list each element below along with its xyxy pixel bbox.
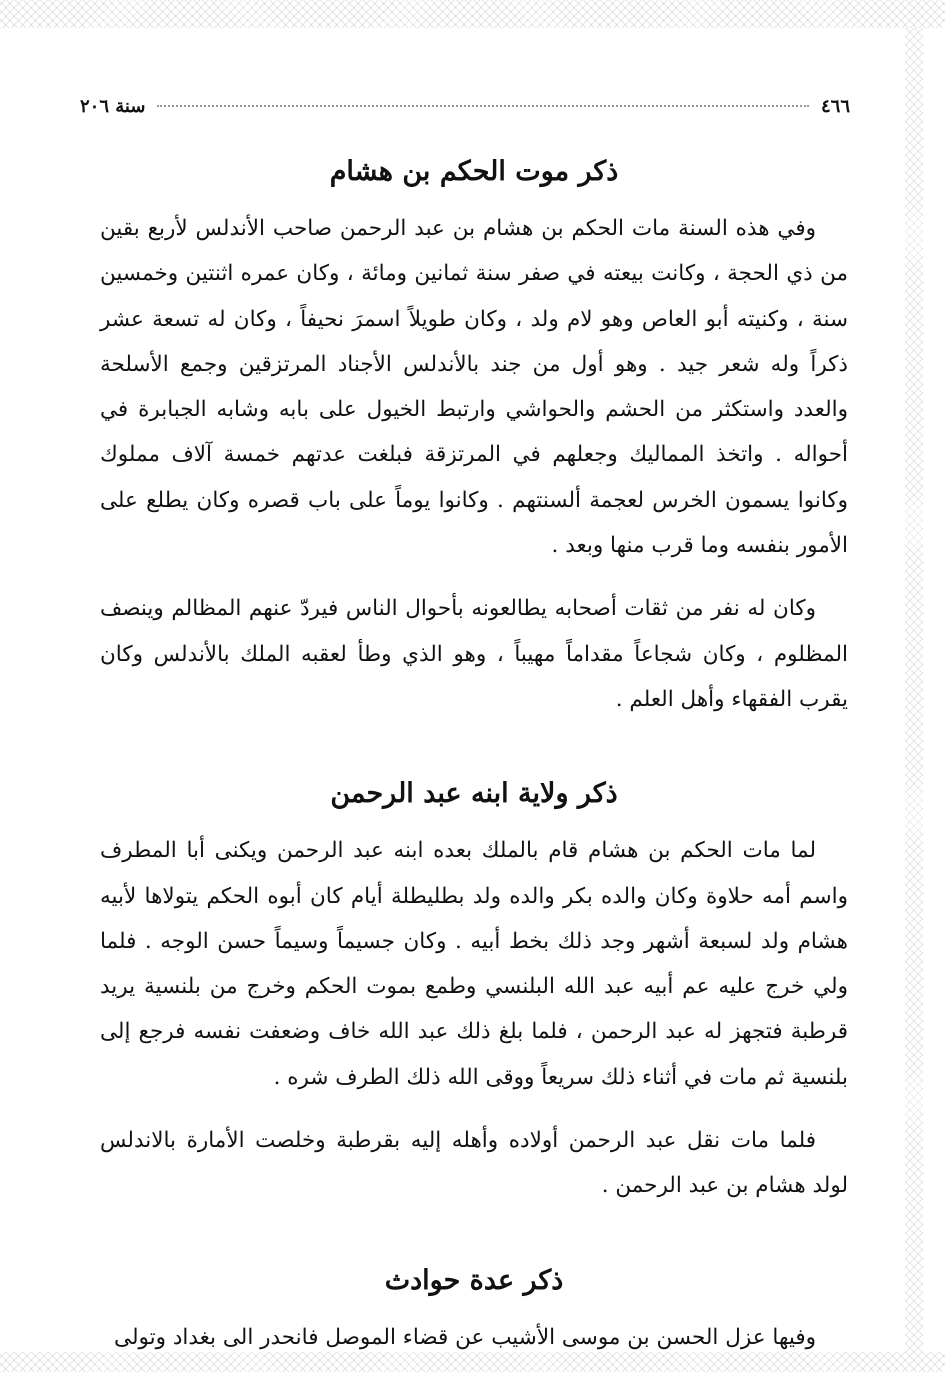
paragraph: وفي هذه السنة مات الحكم بن هشام بن عبد الرحمن صاحب الأندلس لأربع بقين من ذي الحجة ، وكانت بيعته في صفر سنة ثمانين ومائة ، وكان عمره اثنتين وخمسين سنة ، وكنيته أبو العاص وهو لام ولد ، وكان طويلاً اسمرَ نحيفاً ، وكان له تسعة عشر ذكراً وله شعر جيد . وهو أول من جند بالأندلس الأجناد المرتزقين وجمع الأسلحة والعدد واستكثر من الحشم والحواشي وارتبط الخيول على بابه وشابه الجبابرة في أحواله . واتخذ المماليك وجعلهم في المرتزقة فبلغت عدتهم خمسة آلاف مملوك وكانوا يسمون الخرس لعجمة ألسنتهم . وكانوا يوماً على باب قصره وكان يطلع على الأمور بنفسه وما قرب منها وبعد . [100,216,849,559]
scan-border-right [905,28,923,1352]
section-heading-accession-of-abd-al-rahman: ذكر ولاية ابنه عبد الرحمن [330,778,618,810]
running-header [80,92,850,120]
scan-border-top [0,0,945,28]
header-dotted-leader [157,105,809,107]
year-label: سنة ٢٠٦ [80,95,146,117]
page-body [100,150,848,1360]
section-heading-death-of-hakam: ذكر موت الحكم بن هشام [329,156,619,187]
paragraph: لما مات الحكم بن هشام قام بالملك بعده ابنه عبد الرحمن ويكنى أبا المطرف واسم أمه حلاوة وكان والده بكر والده ولد بطليطلة أيام كان أبوه الحكم يتولاها لأبيه هشام ولد لسبعة أشهر وجد ذلك بخط أبيه . وكان جسيماً وسيماً حسن الوجه . فلما ولي خرج عليه عم أبيه عبد الله البلنسي وطمع بموت الحكم وخرج من بلنسية يريد قرطبة فتجهز له عبد الرحمن ، فلما بلغ ذلك عبد الله خاف وضعفت نفسه فرجع إلى بلنسية ثم مات في أثناء ذلك سريعاً ووقى الله ذلك الطرف شره . [100,838,848,1090]
page-number: ٤٦٦ [820,95,850,117]
section-heading-several-events: ذكر عدة حوادث [384,1264,564,1296]
paragraph: وفيها عزل الحسن بن موسى الأشيب عن قضاء الموصل فانحدر الى بغداد وتولى [114,1324,816,1350]
paragraph: وكان له نفر من ثقات أصحابه يطالعونه بأحوال الناس فيردّ عنهم المظالم وينصف المظلوم ، وكان شجاعاً مقداماً مهيباً ، وهو الذي وطأ لعقبه الملك بالأندلس وكان يقرب الفقهاء وأهل العلم . [100,596,848,712]
paragraph: فلما مات نقل عبد الرحمن أولاده وأهله إليه بقرطبة وخلصت الأمارة بالاندلس لولد هشام بن عبد الرحمن . [100,1128,848,1199]
